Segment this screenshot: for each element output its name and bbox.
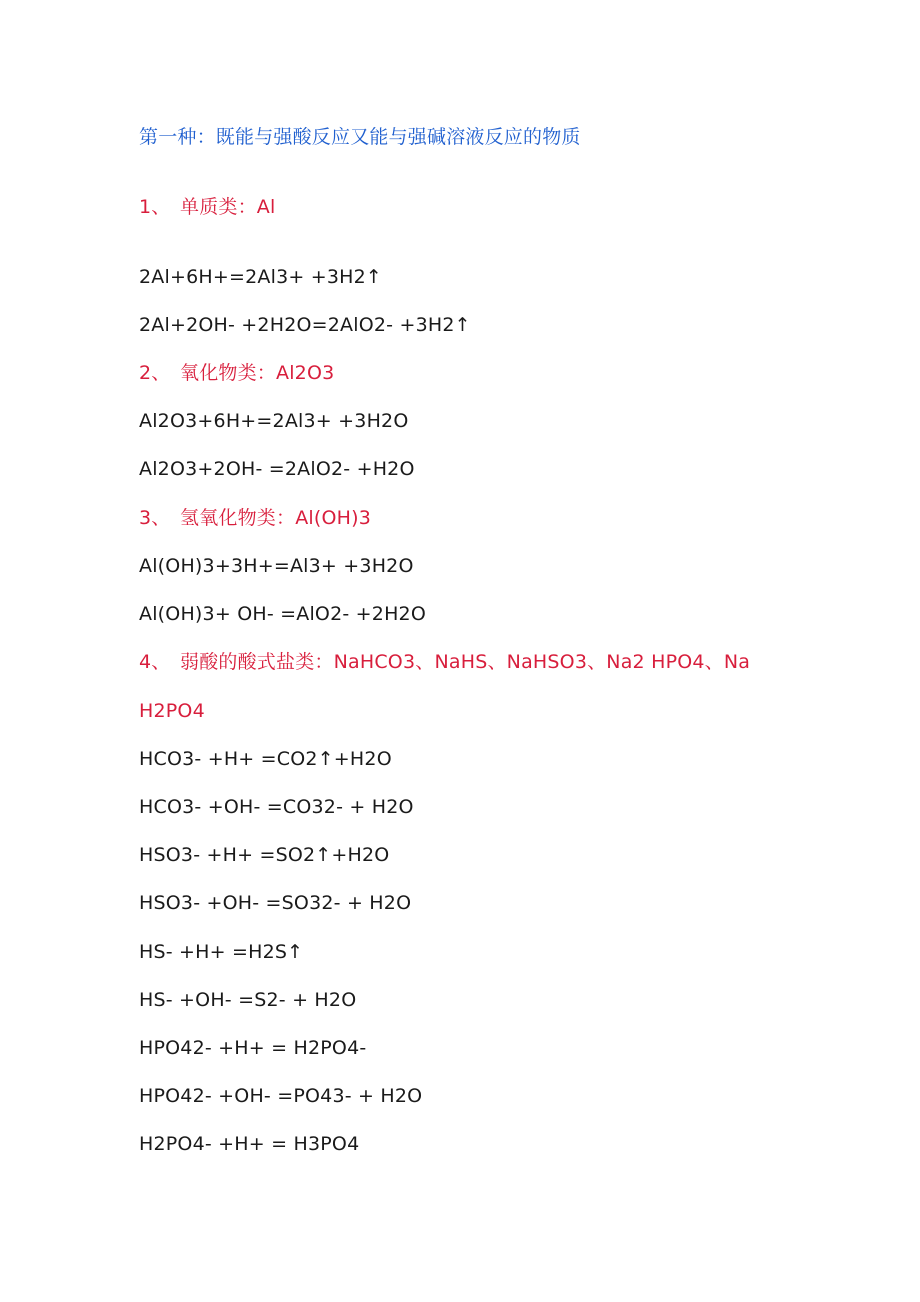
section-label: 氧化物类：Al2O3 bbox=[180, 362, 335, 384]
section-label: 氢氧化物类：Al(OH)3 bbox=[180, 507, 372, 529]
section-heading-2 bbox=[139, 361, 334, 385]
equation-line: HSO3- +H+ =SO2↑+H2O bbox=[139, 844, 390, 866]
equation-line: HCO3- +H+ =CO2↑+H2O bbox=[139, 748, 392, 770]
section-heading-1 bbox=[139, 195, 275, 219]
section-number: 1、 bbox=[139, 196, 171, 218]
equation-line: HSO3- +OH- =SO32- + H2O bbox=[139, 892, 412, 914]
section-label: 弱酸的酸式盐类：NaHCO3、NaHS、NaHSO3、Na2 HPO4、Na bbox=[180, 651, 751, 673]
section-number: 3、 bbox=[139, 507, 171, 529]
equation-line: HS- +H+ =H2S↑ bbox=[139, 941, 304, 963]
equation-line: Al(OH)3+ OH- =AlO2- +2H2O bbox=[139, 603, 427, 625]
section-heading-3 bbox=[139, 506, 371, 530]
equation-line: HPO42- +OH- =PO43- + H2O bbox=[139, 1085, 423, 1107]
section-heading-4 bbox=[139, 650, 750, 674]
equation-line: H2PO4- +H+ = H3PO4 bbox=[139, 1133, 360, 1155]
equation-line: HS- +OH- =S2- + H2O bbox=[139, 989, 357, 1011]
section-heading-4-continued: H2PO4 bbox=[139, 700, 205, 722]
equation-line: HCO3- +OH- =CO32- + H2O bbox=[139, 796, 414, 818]
equation-line: Al(OH)3+3H+=Al3+ +3H2O bbox=[139, 555, 414, 577]
equation-line: 2Al+6H+=2Al3+ +3H2↑ bbox=[139, 266, 383, 288]
equation-line: 2Al+2OH- +2H2O=2AlO2- +3H2↑ bbox=[139, 314, 471, 336]
page-title: 第一种：既能与强酸反应又能与强碱溶液反应的物质 bbox=[139, 126, 581, 148]
equation-line: Al2O3+2OH- =2AlO2- +H2O bbox=[139, 458, 415, 480]
section-label: 单质类：Al bbox=[180, 196, 276, 218]
equation-line: Al2O3+6H+=2Al3+ +3H2O bbox=[139, 410, 409, 432]
section-number: 4、 bbox=[139, 651, 171, 673]
section-number: 2、 bbox=[139, 362, 171, 384]
equation-line: HPO42- +H+ = H2PO4- bbox=[139, 1037, 367, 1059]
